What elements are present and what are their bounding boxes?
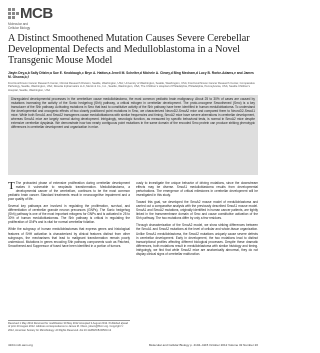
body-paragraph: Through characterization of the SmoA2 model, we show striking differences between the SmoA1 and SmoA2 mutations at the level of cellular and whole-tissue organization. Unlike SmoA1 medulloblastoma, the SmoA2 mutations uniquely cause severe defects in cerebellar development. Early in development, the two mutations lead to distinct transcriptional profiles affecting different biological processes. Despite these dramatic differences, both mutations result in medulloblastoma with similar histology and timing. Intriguingly, we find that while SmoA2 mice are anatomically abnormal, they do not display clinical signs of cerebellar malfunction. bbox=[136, 223, 258, 256]
affiliations: Fred Hutchinson Cancer Research Center, Clinical Research Division, Seattle, Washington, USA; University of Washington, Seattle, Washington, USA; Fred Hutchinson Cancer Research Center, Comparative Pathology, Seattle, Washington, USA; Rosetta Inpharmatics LLC, Merck & Co., Inc., Seattle, Washington, USA; The Children's Hospital of Philadelphia, Philadelphia, Pennsylvania, USA; Seattle Children's Hospital, Seattle, Washington, USA bbox=[8, 82, 255, 92]
journal-subtitle-line2: Cellular Biology bbox=[8, 26, 31, 30]
journal-mark-icon bbox=[8, 8, 18, 20]
abstract-box bbox=[8, 95, 258, 175]
body-paragraph: ously to investigate the unique behavior of driving mutations, since the downstream effects may be diverse. SmoA1 medulloblastoma results from developmental perturbations. The emergence of critical milestones in cerebellar development will be investigated in this study. bbox=[136, 181, 258, 198]
author-list: Jiayin Dey,a,b Sally Ditzler,a Sue E. Knoblaugh,c Bryn A. Hatton,a Jenell M. Schelter,d Michele A. Cleary,d Bing Mecham,d Lucy B. Rorke-Adams,e and James M. Olsona,b,f bbox=[8, 71, 254, 80]
body-paragraph bbox=[8, 181, 130, 201]
page-footer bbox=[8, 343, 258, 347]
footer-left: 4104 mcb.asm.org bbox=[8, 343, 33, 347]
journal-logo-text: MCB bbox=[20, 5, 53, 22]
body-paragraph: Toward this goal, we developed the SmoA2 mouse model of medulloblastoma and carried out a comparative analysis with the previously described SmoA1 mouse model. SmoA1 and SmoA2 mutations, originally identified in human cancer patients, are tightly linked in the transmembrane domain of Smo and cause constitutive activation of the Shh pathway. The two mutations differ by only a few residues. bbox=[136, 200, 258, 221]
body-column-left bbox=[8, 181, 130, 251]
intro-paragraph-text: The protracted phase of extensive proliferation during cerebellar development makes it vulnerable to neoplastic transformation. Medulloblastoma, a developmental cancer of the cerebellum, continues to be the most common pediatric brain cancer. Standard treatments result in neurocognitive impairment and a poor quality of life. bbox=[8, 181, 130, 202]
journal-subtitle-line1: Molecular and bbox=[8, 22, 29, 26]
journal-logo-block bbox=[8, 7, 53, 30]
body-paragraph: Several key pathways are involved in regulating the proliferation, survival, and differentiation of cerebellar granule neuron precursors (GNPs). The Sonic hedgehog (Shh) pathway is one of the most important mitogens for GNPs and is activated in 25 to 30% of human medulloblastomas. The Shh pathway is critical in regulating the proliferation of GNPs and is vital for normal cerebellar foliation. bbox=[8, 204, 130, 225]
body-column-right bbox=[136, 181, 258, 259]
article-title: A Distinct Smoothened Mutation Causes Severe Cerebellar Developmental Defects and Medulloblastoma in a Novel Transgenic Mouse Model bbox=[8, 33, 250, 66]
journal-subtitle bbox=[8, 22, 53, 30]
article-footnote: Received 1 May 2012 Returned for modification 30 May 2012 Accepted 3 August 2012. Published ahead of print 20 August 2012. Address correspondence to James M. Olson, jolson@fhcrc.org. Copyright © 2012, American Society for Microbiology. All Rights Reserved. doi:10.1128/MCB.00563-12 bbox=[8, 320, 130, 332]
journal-logo bbox=[8, 7, 53, 21]
abstract-text: Disregulated developmental processes in the cerebellum cause medulloblastoma, the most common pediatric brain malignancy. About 25 to 30% of cases are caused by mutations increasing the activity of the Sonic hedgehog (Shh) pathway, a critical mitogen in cerebellar development. The proto-oncogene Smoothened (Smo) is a key transducer of the Shh pathway. Activating mutations in Smo that lead to constitutive activity of the Shh pathway have been identified in human medulloblastoma. To understand the developmental and oncogenic effects of two closely positioned point mutations in Smo, we characterized NeuroD2-SmoA2 mice and compared them to NeuroD2-SmoA1 mice. While both SmoA1 and SmoA2 transgenes cause medulloblastoma with similar frequencies and timing, SmoA2 mice have severe aberrations in cerebellar development, whereas SmoA1 mice are largely normal during development. Intriguingly, neurologic function, as measured by specific behavioral tests, is normal in SmoA2 mice despite extensive cerebellar dysplasia. We demonstrate how two nearly contiguous point mutations in the same domain of the encoded Smo protein can produce striking phenotypic differences in cerebellar development and organization in mice. bbox=[11, 97, 255, 130]
drop-cap: T bbox=[8, 180, 15, 192]
footer-right: Molecular and Cellular Biology p. 4104–4115 October 2012 Volume 32 Number 20 bbox=[148, 343, 258, 347]
body-paragraph: While the subgroup of human medulloblastomas that express genes and histological features of SHH activation is characterized by clinical features distinct from other subgroups, the mechanisms that lead to malignant transformation remain poorly understood. Mutations in genes encoding Shh pathway components such as Patched, Smoothened and Suppressor of fused have been identified in a portion of tumors. bbox=[8, 227, 130, 248]
